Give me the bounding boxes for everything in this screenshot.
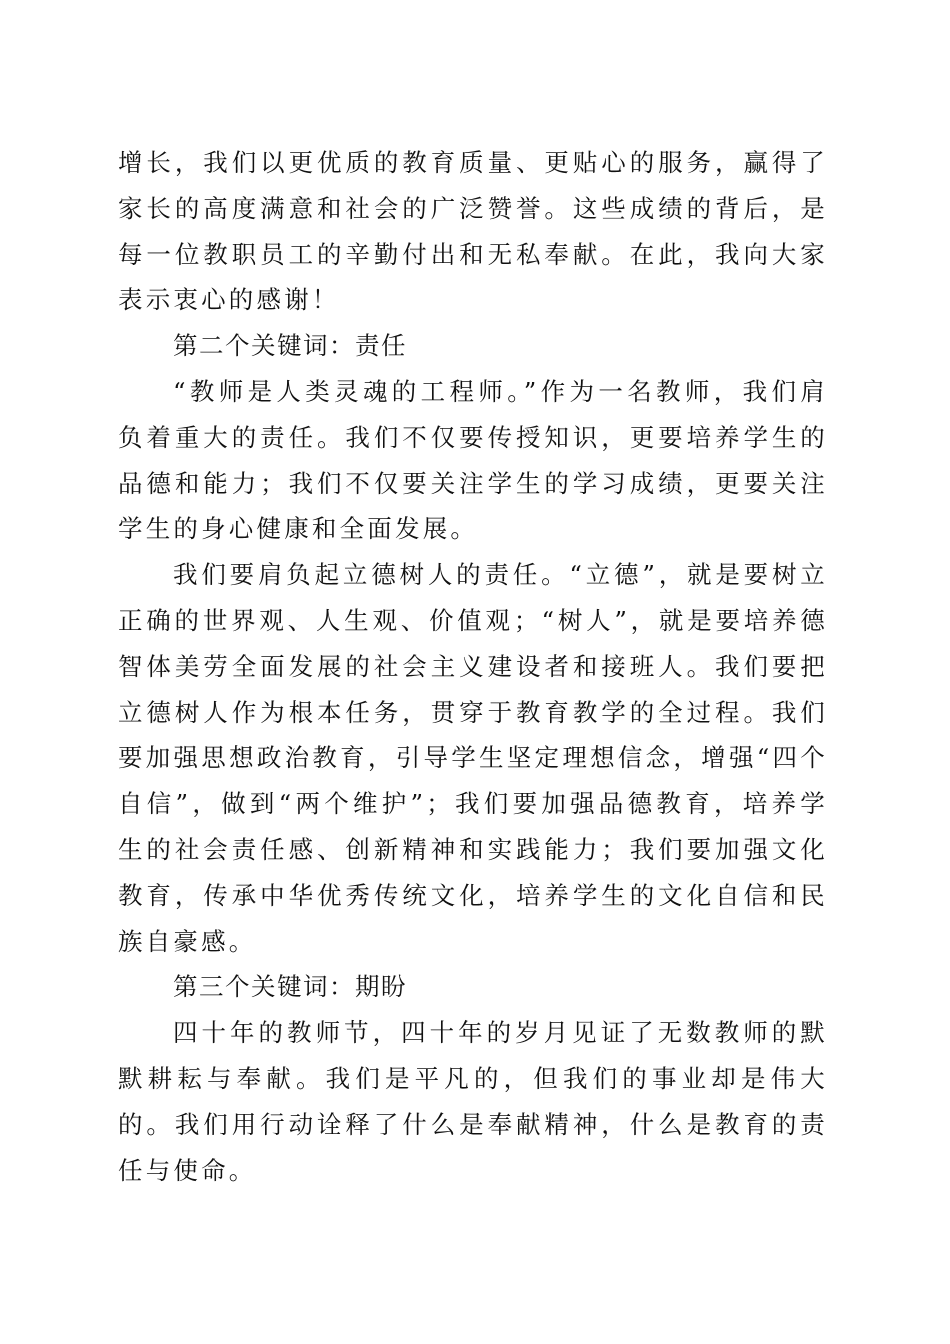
section-heading-expectation: 第三个关键词：期盼 bbox=[173, 972, 407, 1002]
document-body bbox=[118, 140, 828, 1193]
section-heading-responsibility: 第二个关键词：责任 bbox=[173, 331, 407, 361]
paragraph-teacher-role: “教师是人类灵魂的工程师。”作为一名教师，我们肩负着重大的责任。我们不仅要传授知识，更要培养学生的品德和能力；我们不仅要关注学生的学习成绩，更要关注学生的身心健康和全面发展。 bbox=[118, 376, 828, 544]
paragraph-moral-education: 我们要肩负起立德树人的责任。“立德”，就是要树立正确的世界观、人生观、价值观；“树人”，就是要培养德智体美劳全面发展的社会主义建设者和接班人。我们要把立德树人作为根本任务，贯穿于教育教学的全过程。我们要加强思想政治教育，引导学生坚定理想信念，增强“四个自信”，做到“两个维护”；我们要加强品德教育，培养学生的社会责任感、创新精神和实践能力；我们要加强文化教育，传承中华优秀传统文化，培养学生的文化自信和民族自豪感。 bbox=[118, 560, 828, 956]
paragraph-gratitude: 增长，我们以更优质的教育质量、更贴心的服务，赢得了家长的高度满意和社会的广泛赞誉。这些成绩的背后，是每一位教职员工的辛勤付出和无私奉献。在此，我向大家表示衷心的感谢！ bbox=[118, 148, 828, 315]
paragraph-forty-years: 四十年的教师节，四十年的岁月见证了无数教师的默默耕耘与奉献。我们是平凡的，但我们的事业却是伟大的。我们用行动诠释了什么是奉献精神，什么是教育的责任与使命。 bbox=[118, 1018, 828, 1185]
